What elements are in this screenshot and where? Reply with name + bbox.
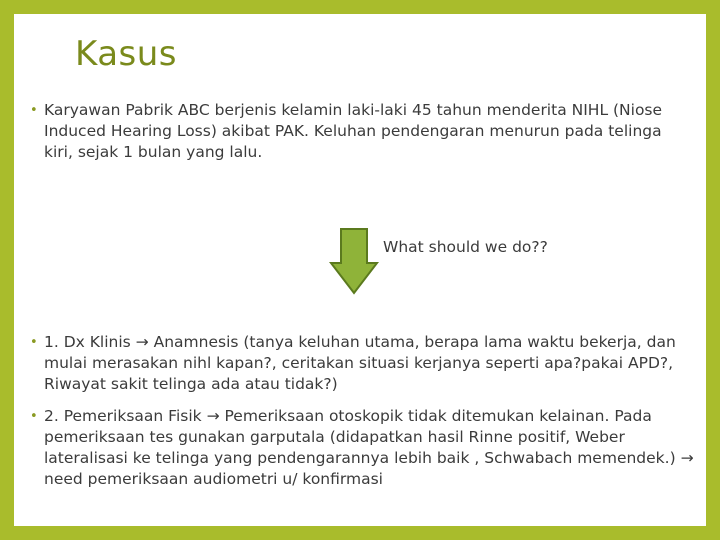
bullet-dot: •: [30, 103, 38, 118]
slide: [14, 14, 706, 526]
right-arrow-icon: →: [135, 333, 149, 351]
right-arrow-icon: →: [680, 449, 694, 467]
step2-tail: need pemeriksaan audiometri u/ konfirmasi: [44, 470, 383, 488]
right-arrow-icon: →: [206, 407, 220, 425]
step2-body: Pemeriksaan otoskopik tidak ditemukan kelainan. Pada pemeriksaan tes gunakan garputala (didapatkan hasil Rinne positif, Weber lateralisasi ke telinga yang pendengarannya lebih baik , Schwabach memendek.): [44, 407, 676, 467]
step2-head: 2. Pemeriksaan Fisik: [44, 407, 202, 425]
step1-bullet: [30, 332, 694, 395]
case-bullet: [30, 100, 684, 163]
case-text: Karyawan Pabrik ABC berjenis kelamin laki-laki 45 tahun menderita NIHL (Niose Induced Hearing Loss) akibat PAK. Keluhan pendengaran menurun pada telinga kiri, sejak 1 bulan yang lalu.: [44, 101, 663, 161]
bullet-dot: •: [30, 409, 38, 424]
step1-head: 1. Dx Klinis: [44, 333, 131, 351]
slide-title: Kasus: [75, 34, 178, 74]
down-arrow-icon: [329, 227, 379, 297]
step2-bullet: [30, 406, 694, 490]
step1-body: Anamnesis (tanya keluhan utama, berapa lama waktu bekerja, dan mulai merasakan nihl kapan?, ceritakan situasi kerjanya seperti apa?pakai APD?, Riwayat sakit telinga ada atau tidak?): [44, 333, 676, 393]
question-text: What should we do??: [383, 238, 548, 256]
bullet-dot: •: [30, 335, 38, 350]
